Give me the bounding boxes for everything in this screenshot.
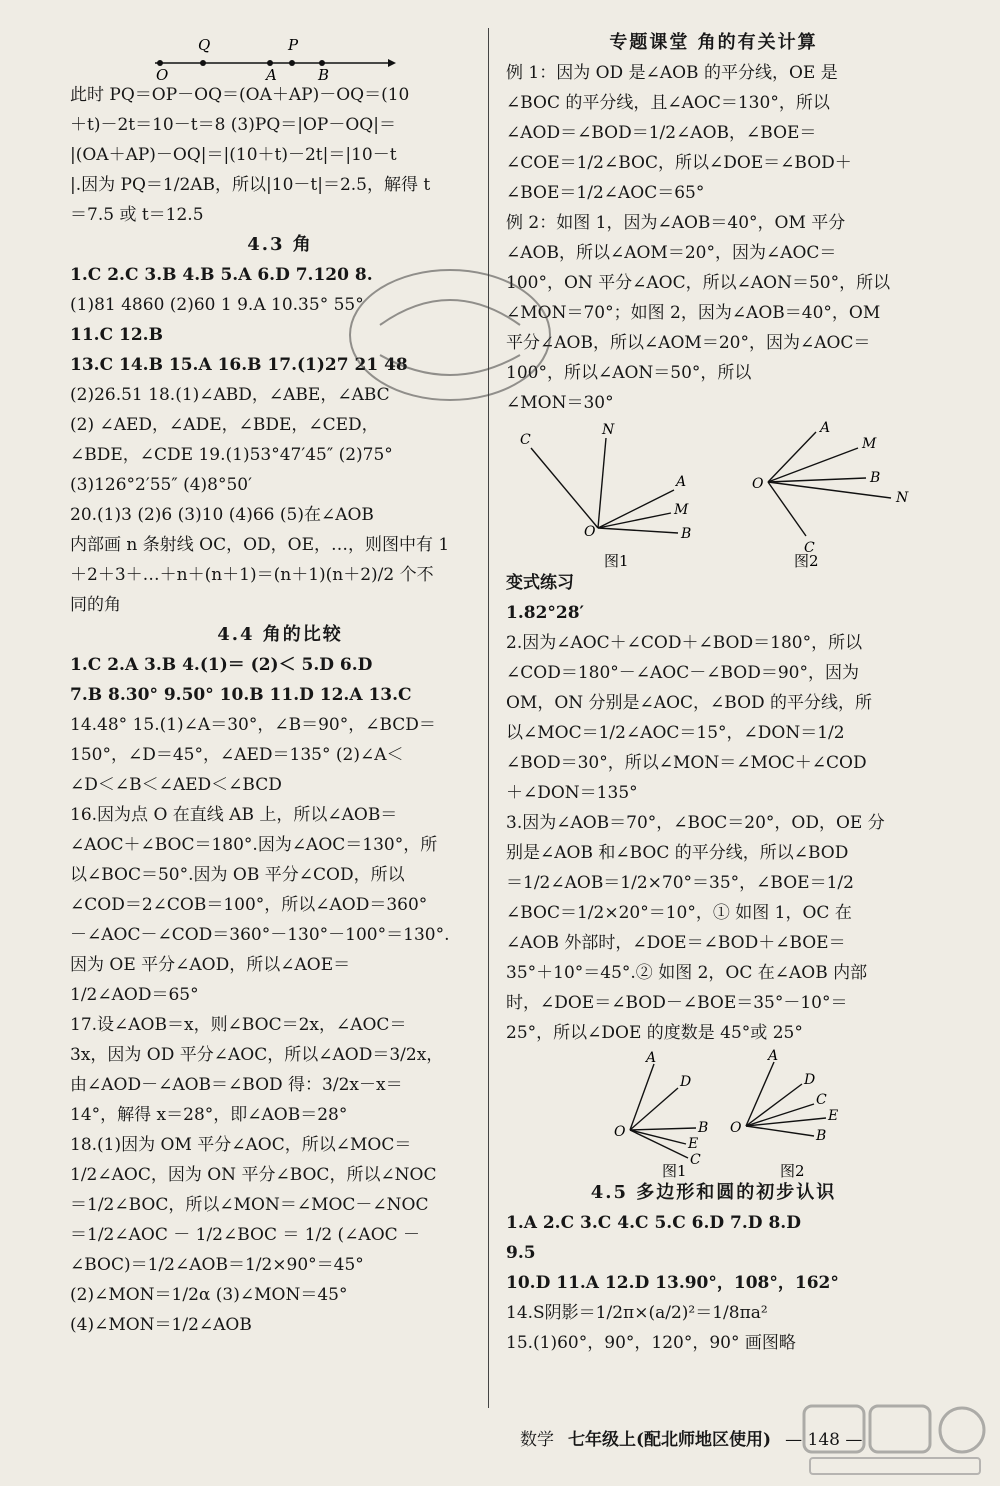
section-heading: 4.4 角的比较 <box>217 624 343 645</box>
text-line: 1/2∠AOD＝65° <box>70 985 199 1005</box>
text-line: ∠BDE，∠CDE 19.(1)53°47′45″ (2)75° <box>70 445 393 465</box>
text-line: －∠AOC－∠COD＝360°－130°－100°＝130°. <box>70 925 450 945</box>
text-line: ∠D＜∠B＜∠AED＜∠BCD <box>70 775 282 795</box>
text-line: 7.B 8.30° 9.50° 10.B 11.D 12.A 13.C <box>70 685 412 705</box>
pt-o: O <box>730 1120 742 1136</box>
pt-c: C <box>690 1152 701 1168</box>
text-line: ∠AOB 外部时，∠DOE＝∠BOD＋∠BOE＝ <box>506 933 846 953</box>
page-number: — 148 — <box>785 1430 863 1450</box>
text-line: 平分∠AOB，所以∠AOM＝20°，因为∠AOC＝ <box>506 333 871 353</box>
text-line: 18.(1)因为 OM 平分∠AOC，所以∠MOC＝ <box>70 1135 412 1155</box>
text-line: 此时 PQ＝OP－OQ＝(OA＋AP)－OQ＝(10 <box>70 85 410 105</box>
text-line: 3.因为∠AOB＝70°，∠BOC＝20°，OD，OE 分 <box>506 813 885 833</box>
pt-d: D <box>804 1072 816 1088</box>
corner-logo-icon <box>800 1400 990 1480</box>
text-line: |(OA＋AP)－OQ|＝|(10＋t)－2t|＝|10－t <box>70 145 397 165</box>
text-line: 10.D 11.A 12.D 13.90°，108°，162° <box>506 1273 839 1293</box>
variant-figure-2 <box>730 1048 838 1178</box>
pt-m: M <box>674 502 689 518</box>
text-line: (3)126°2′55″ (4)8°50′ <box>70 475 252 495</box>
footer-subject: 数学 <box>520 1430 554 1450</box>
pt-b: B <box>681 526 692 542</box>
text-line: 同的角 <box>70 595 121 615</box>
section-heading: 4.3 角 <box>247 234 313 255</box>
text-line: ∠AOC＋∠BOC＝180°.因为∠AOC＝130°，所 <box>70 835 438 855</box>
figure-2-caption: 图2 <box>794 552 819 568</box>
footer-grade: 七年级上(配北师地区使用) <box>568 1430 772 1450</box>
text-line: 150°，∠D＝45°，∠AED＝135° (2)∠A＜ <box>70 745 404 765</box>
text-line: 14°，解得 x＝28°，即∠AOB＝28° <box>70 1105 348 1125</box>
text-line: ＝7.5 或 t＝12.5 <box>70 205 204 225</box>
text-line: 14.48° 15.(1)∠A＝30°，∠B＝90°，∠BCD＝ <box>70 715 436 735</box>
pt-n: N <box>602 422 615 438</box>
text-line: 以∠BOC＝50°.因为 OB 平分∠COD，所以 <box>70 865 405 885</box>
variant-figures <box>506 1048 921 1178</box>
pt-m: M <box>862 436 877 452</box>
subheading: 变式练习 <box>506 573 574 593</box>
text-line: ＝1/2∠AOC － 1/2∠BOC ＝ 1/2 (∠AOC － <box>70 1225 421 1245</box>
pt-e: E <box>688 1136 699 1152</box>
text-line: 1.C 2.A 3.B 4.(1)＝ (2)＜ 5.D 6.D <box>70 655 373 675</box>
text-line: (1)81 4860 (2)60 1 9.A 10.35° 55° <box>70 295 364 315</box>
section-heading: 4.5 多边形和圆的初步认识 <box>590 1182 837 1203</box>
pt-o: O <box>584 524 596 540</box>
label-a: A <box>266 66 277 80</box>
pt-b: B <box>870 470 881 486</box>
label-b: B <box>318 66 330 80</box>
pt-a: A <box>676 474 687 490</box>
variant-figures-svg <box>506 1048 921 1178</box>
text-line: ∠COD＝2∠COB＝100°，所以∠AOD＝360° <box>70 895 428 915</box>
pt-d: D <box>680 1074 692 1090</box>
text-line: (2)26.51 18.(1)∠ABD，∠ABE，∠ABC <box>70 385 390 405</box>
text-line: 25°，所以∠DOE 的度数是 45°或 25° <box>506 1023 803 1043</box>
text-line: 11.C 12.B <box>70 325 163 345</box>
text-line: ∠BOC 的平分线，且∠AOC＝130°，所以 <box>506 93 830 113</box>
pt-b: B <box>698 1120 709 1136</box>
pt-o: O <box>752 476 764 492</box>
example-figures-svg <box>506 418 921 568</box>
text-line: ＝1/2∠BOC，所以∠MON＝∠MOC－∠NOC <box>70 1195 429 1215</box>
text-line: 9.5 <box>506 1243 536 1263</box>
text-line: 时，∠DOE＝∠BOD－∠BOE＝35°－10°＝ <box>506 993 848 1013</box>
number-line-svg <box>70 28 490 80</box>
figure-1-caption: 图1 <box>662 1162 687 1178</box>
text-line: |.因为 PQ＝1/2AB，所以|10－t|＝2.5，解得 t <box>70 175 431 195</box>
text-line: (2)∠MON＝1/2α (3)∠MON＝45° <box>70 1285 348 1305</box>
text-line: 2.因为∠AOC＋∠COD＋∠BOD＝180°，所以 <box>506 633 863 653</box>
text-line: ∠BOC)＝1/2∠AOB＝1/2×90°＝45° <box>70 1255 364 1275</box>
text-line: 例 2：如图 1，因为∠AOB＝40°，OM 平分 <box>506 213 846 233</box>
text-line: ＋2＋3＋…＋n＋(n＋1)＝(n＋1)(n＋2)/2 个不 <box>70 565 434 585</box>
text-line: 1/2∠AOC，因为 ON 平分∠BOC，所以∠NOC <box>70 1165 437 1185</box>
text-line: 14.S阴影＝1/2π×(a/2)²＝1/8πa² <box>506 1303 768 1323</box>
text-line: ＋∠DON＝135° <box>506 783 638 803</box>
text-line: 15.(1)60°，90°，120°，90° 画图略 <box>506 1333 796 1353</box>
text-line: ∠BOD＝30°，所以∠MON＝∠MOC＋∠COD <box>506 753 867 773</box>
pt-e: E <box>828 1108 839 1124</box>
text-line: 16.因为点 O 在直线 AB 上，所以∠AOB＝ <box>70 805 398 825</box>
text-line: 别是∠AOB 和∠BOC 的平分线，所以∠BOD <box>506 843 849 863</box>
pt-a: A <box>820 420 831 436</box>
example-figure-2 <box>752 420 909 568</box>
text-line: ＋t)－2t＝10－t＝8 (3)PQ＝|OP－OQ|＝ <box>70 115 396 135</box>
text-line: ∠AOB，所以∠AOM＝20°，因为∠AOC＝ <box>506 243 837 263</box>
pt-o: O <box>614 1124 626 1140</box>
text-line: 因为 OE 平分∠AOD，所以∠AOE＝ <box>70 955 351 975</box>
figure-1-caption: 图1 <box>604 552 629 568</box>
variant-figure-1 <box>614 1050 708 1178</box>
watermark-stamp-icon <box>340 255 560 415</box>
pt-b: B <box>816 1128 827 1144</box>
text-line: ＝1/2∠AOB＝1/2×70°＝35°，∠BOE＝1/2 <box>506 873 854 893</box>
pt-c: C <box>816 1092 827 1108</box>
label-q: Q <box>198 36 211 54</box>
pt-n: N <box>896 490 909 506</box>
text-line: 100°，所以∠AON＝50°，所以 <box>506 363 752 383</box>
text-line: 1.82°28′ <box>506 603 585 623</box>
pt-a: A <box>646 1050 657 1066</box>
text-line: 1.A 2.C 3.C 4.C 5.C 6.D 7.D 8.D <box>506 1213 801 1233</box>
text-line: ∠BOC＝1/2×20°＝10°，① 如图 1，OC 在 <box>506 903 852 923</box>
text-line: (2) ∠AED，∠ADE，∠BDE，∠CED， <box>70 415 379 435</box>
figure-2-caption: 图2 <box>780 1162 805 1178</box>
pt-c: C <box>520 432 531 448</box>
text-line: 17.设∠AOB＝x，则∠BOC＝2x，∠AOC＝ <box>70 1015 407 1035</box>
pt-c: C <box>804 540 815 556</box>
text-line: 20.(1)3 (2)6 (3)10 (4)66 (5)在∠AOB <box>70 505 374 525</box>
text-line: 35°＋10°＝45°.② 如图 2，OC 在∠AOB 内部 <box>506 963 868 983</box>
text-line: 3x，因为 OD 平分∠AOC，所以∠AOD＝3/2x， <box>70 1045 444 1065</box>
number-line-figure <box>70 28 490 80</box>
right-column <box>506 28 921 1358</box>
text-line: ∠AOD＝∠BOD＝1/2∠AOB，∠BOE＝ <box>506 123 817 143</box>
text-line: 100°，ON 平分∠AOC，所以∠AON＝50°，所以 <box>506 273 891 293</box>
example-figure-1 <box>520 422 691 568</box>
label-o: O <box>156 66 169 80</box>
left-column <box>70 28 490 1340</box>
text-line: ∠COE＝1/2∠BOC，所以∠DOE＝∠BOD＋ <box>506 153 852 173</box>
text-line: ∠MON＝70°；如图 2，因为∠AOB＝40°，OM <box>506 303 881 323</box>
text-line: 例 1：因为 OD 是∠AOB 的平分线，OE 是 <box>506 63 838 83</box>
text-line: ∠BOE＝1/2∠AOC＝65° <box>506 183 705 203</box>
label-p: P <box>288 36 299 54</box>
section-heading: 专题课堂 角的有关计算 <box>609 32 818 53</box>
text-line: 由∠AOD－∠AOB＝∠BOD 得：3/2x－x＝ <box>70 1075 403 1095</box>
example-figures <box>506 418 921 568</box>
text-line: OM，ON 分别是∠AOC，∠BOD 的平分线，所 <box>506 693 873 713</box>
text-line: 以∠MOC＝1/2∠AOC＝15°，∠DON＝1/2 <box>506 723 845 743</box>
pt-a: A <box>768 1048 779 1064</box>
text-line: (4)∠MON＝1/2∠AOB <box>70 1315 252 1335</box>
text-line: ∠COD＝180°－∠AOC－∠BOD＝90°，因为 <box>506 663 859 683</box>
text-line: 1.C 2.C 3.B 4.B 5.A 6.D 7.120 8. <box>70 265 373 285</box>
text-line: 内部画 n 条射线 OC，OD，OE，…，则图中有 1 <box>70 535 450 555</box>
text-line: ∠MON＝30° <box>506 393 614 413</box>
text-line: 13.C 14.B 15.A 16.B 17.(1)27 21 48 <box>70 355 408 375</box>
